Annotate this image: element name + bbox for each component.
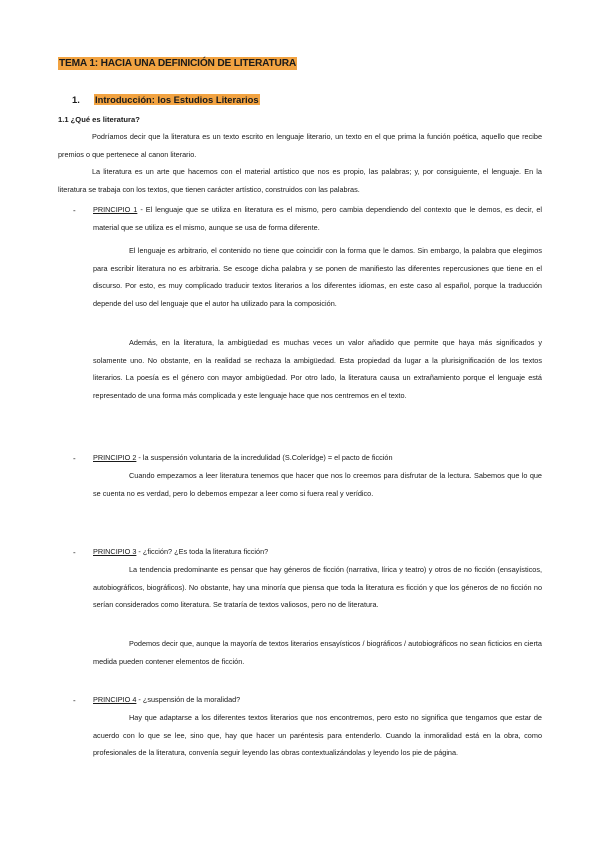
principle-2-label: PRINCIPIO 2	[93, 453, 137, 462]
principle-3-label: PRINCIPIO 3	[93, 547, 137, 556]
principle-3-paragraph: La tendencia predominante es pensar que hay géneros de ficción (narrativa, lírica y teatro) y otros de no ficción (ensayísticos, autobiográficos, biográficos). No obstante, hay una minoría que piensa que toda la literatura es ficción y que los géneros de no ficción no serían considerados como literatura. Se trataría de textos valiosos, pero no de literatura.	[93, 565, 542, 610]
principle-4-label: PRINCIPIO 4	[93, 695, 137, 704]
section-number: 1.	[72, 94, 80, 105]
principle-1-lead-text: El lenguaje que se utiliza en literatura es el mismo, pero cambia dependiendo del contexto que le demos, es decir, el material que se utiliza es el mismo, aunque se usa de forma diferente.	[93, 205, 542, 232]
principle-4-lead	[93, 691, 542, 709]
intro-paragraph: Podríamos decir que la literatura es un texto escrito en lenguaje literario, un texto en el que prima la función poética, aquello que recibe premios o que pertenece al canon literario.	[58, 132, 542, 159]
principle-1-separator: -	[137, 205, 146, 214]
section-title: Introducción: los Estudios Literarios	[95, 94, 259, 105]
principle-2-paragraph: Cuando empezamos a leer literatura tenemos que hacer que nos lo creemos para disfrutar de la lectura. Sabemos que lo que se cuenta no es verdad, pero lo debemos empezar a leer como si fuera real y verídico.	[93, 471, 542, 498]
bullet-dash: -	[73, 454, 76, 463]
principle-3-separator: -	[136, 547, 143, 556]
principle-3-lead-text: ¿ficción? ¿Es toda la literatura ficción?	[142, 547, 269, 556]
document-title: TEMA 1: HACIA UNA DEFINICIÓN DE LITERATURA	[59, 58, 297, 69]
principle-1-paragraph: Además, en la literatura, la ambigüedad es muchas veces un valor añadido que permite que haya más significados y solamente uno. No obstante, en la realidad se rechaza la ambigüedad. Esta propiedad da lugar a la plurisignificación de los textos literarios. La poesía es el género con mayor ambigüedad. Por otro lado, la literatura causa un extrañamiento porque el lenguaje está representado de una forma más complicada y este lenguaje hace que nos centremos en el texto.	[93, 338, 542, 400]
bullet-dash: -	[73, 206, 76, 215]
section-heading	[72, 94, 260, 106]
intro-paragraph: La literatura es un arte que hacemos con el material artístico que nos es propio, las palabras; y, por consiguiente, el lenguaje. En la literatura se trabaja con los textos, que tienen carácter artístico, construidos con las palabras.	[58, 167, 542, 194]
principle-2-separator: -	[136, 453, 143, 462]
principle-4-separator: -	[136, 695, 143, 704]
principle-3-lead	[93, 543, 542, 561]
principle-4-lead-text: ¿suspensión de la moralidad?	[142, 695, 241, 704]
principle-2-lead-text: la suspensión voluntaria de la incredulidad (S.Colerídge) = el pacto de ficción	[142, 453, 393, 462]
principle-1-label: PRINCIPIO 1	[93, 205, 138, 214]
principle-1-paragraph: El lenguaje es arbitrario, el contenido no tiene que coincidir con la forma que le damos. Sin embargo, la palabra que elegimos para escribir literatura no es arbitraria. Se escoge dicha palabra y se ponen de manifiesto las diferentes repercusiones que tiene en el discurso. Por esto, es muy complicado traducir textos literarios a los diferentes idiomas, en este caso al español, porque la traducción depende del uso del lenguaje que el autor ha utilizado para la composición.	[93, 246, 542, 308]
principle-3-paragraph: Podemos decir que, aunque la mayoría de textos literarios ensayísticos / biográficos / autobiográficos no sean ficticios en cierta medida pueden contener elementos de ficción.	[93, 639, 542, 666]
principle-4-paragraph: Hay que adaptarse a los diferentes textos literarios que nos encontremos, pero esto no significa que tengamos que estar de acuerdo con lo que se lee, sino que, hay que hacer un paréntesis para entenderlo. Cuando la inmoralidad está en la obra, como profesionales de la literatura, convenía seguir leyendo las obras contextualizándolas y leyendo los pie de página.	[93, 713, 542, 758]
bullet-dash: -	[73, 548, 76, 557]
principle-1-lead	[93, 201, 542, 236]
principle-2-lead	[93, 449, 542, 467]
bullet-dash: -	[73, 696, 76, 705]
subsection-heading: 1.1 ¿Qué es literatura?	[58, 115, 140, 124]
